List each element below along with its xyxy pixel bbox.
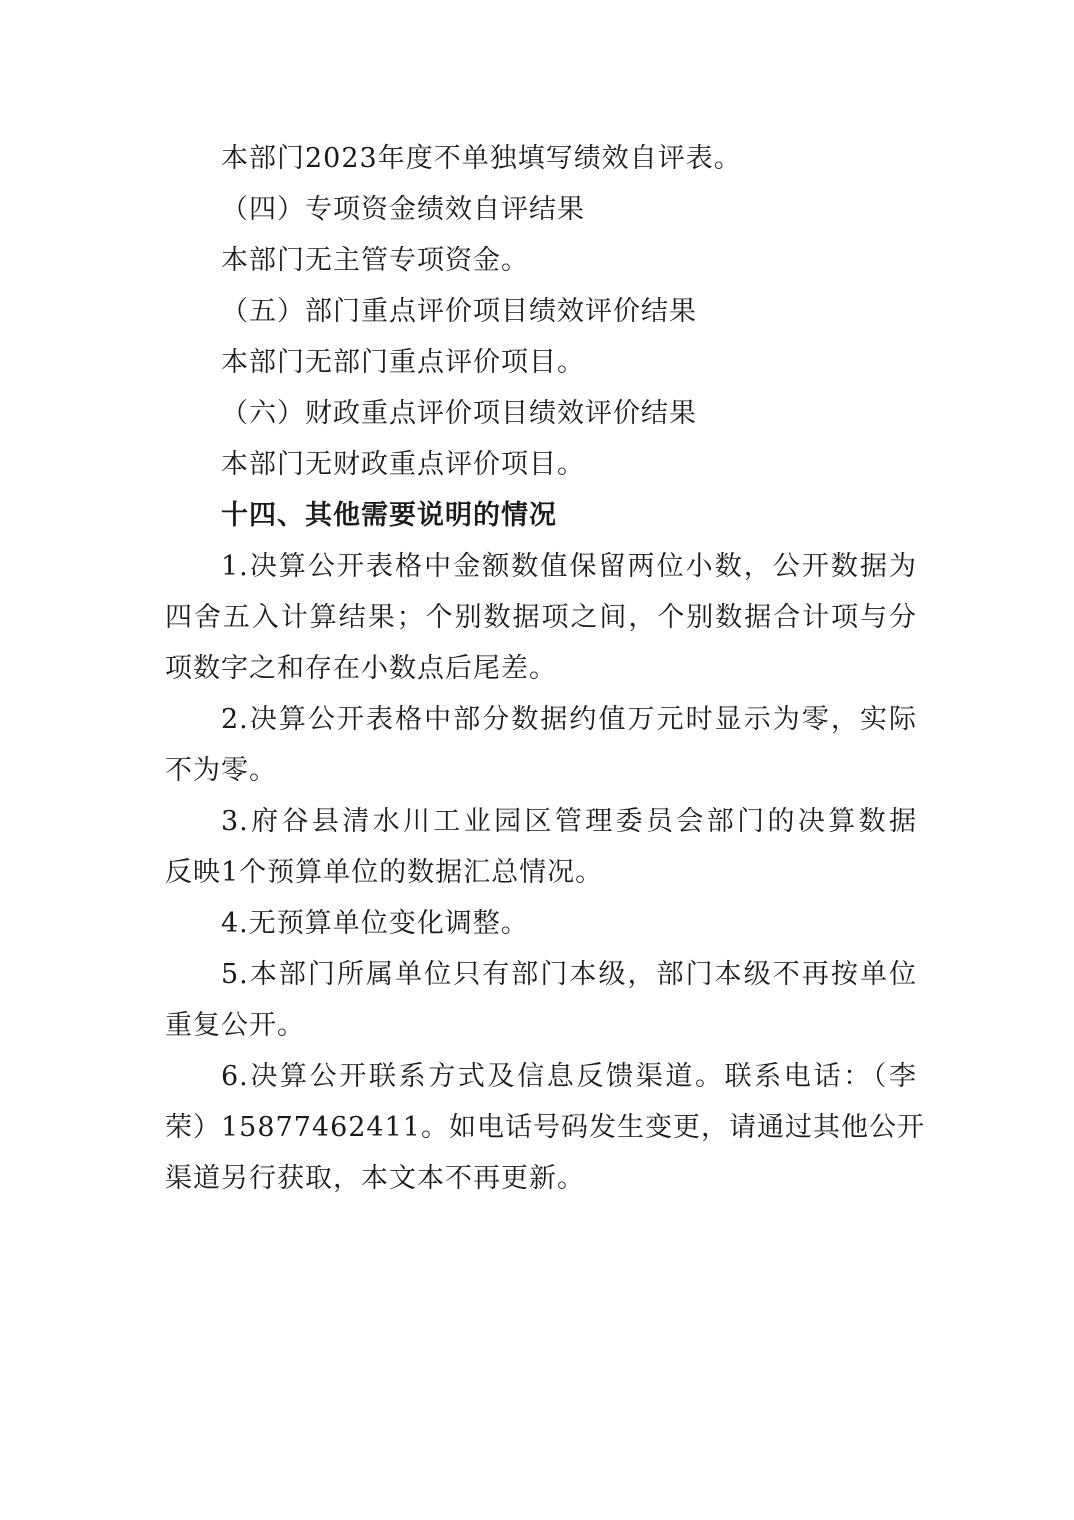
note-line: 4.无预算单位变化调整。 (221, 908, 529, 939)
heading-special-funds: （四）专项资金绩效自评结果 (221, 194, 585, 225)
note-line: 渠道另行获取，本文本不再更新。 (165, 1163, 585, 1194)
document-page (165, 133, 925, 1204)
text-line-special-funds: 本部门无主管专项资金。 (221, 245, 529, 276)
note-line: 6.决算公开联系方式及信息反馈渠道。联系电话：（李 (221, 1061, 917, 1092)
note-paragraph-1 (165, 541, 917, 694)
note-line: 5.本部门所属单位只有部门本级，部门本级不再按单位 (221, 959, 917, 990)
text-line-finance-key-projects: 本部门无财政重点评价项目。 (221, 449, 585, 480)
heading-finance-key-projects: （六）财政重点评价项目绩效评价结果 (221, 398, 697, 429)
note-line: 荣）15877462411。如电话号码发生变更，请通过其他公开 (165, 1112, 925, 1143)
note-paragraph-3 (165, 796, 917, 898)
note-line: 项数字之和存在小数点后尾差。 (165, 653, 557, 684)
note-paragraph-2 (165, 694, 917, 796)
note-line: 反映1个预算单位的数据汇总情况。 (165, 857, 604, 888)
note-line: 不为零。 (165, 755, 277, 786)
note-line: 1.决算公开表格中金额数值保留两位小数，公开数据为 (221, 551, 917, 582)
text-line-self-evaluation: 本部门2023年度不单独填写绩效自评表。 (221, 143, 742, 174)
note-line: 2.决算公开表格中部分数据约值万元时显示为零，实际 (221, 704, 917, 735)
section-heading-other-notes: 十四、其他需要说明的情况 (221, 500, 557, 531)
heading-department-key-projects: （五）部门重点评价项目绩效评价结果 (221, 296, 697, 327)
text-line-department-key-projects: 本部门无部门重点评价项目。 (221, 347, 585, 378)
note-paragraph-4 (165, 898, 917, 949)
note-line: 重复公开。 (165, 1010, 305, 1041)
note-paragraph-6 (165, 1051, 925, 1204)
note-line: 四舍五入计算结果；个别数据项之间，个别数据合计项与分 (165, 602, 917, 633)
note-line: 3.府谷县清水川工业园区管理委员会部门的决算数据 (221, 806, 917, 837)
note-paragraph-5 (165, 949, 917, 1051)
